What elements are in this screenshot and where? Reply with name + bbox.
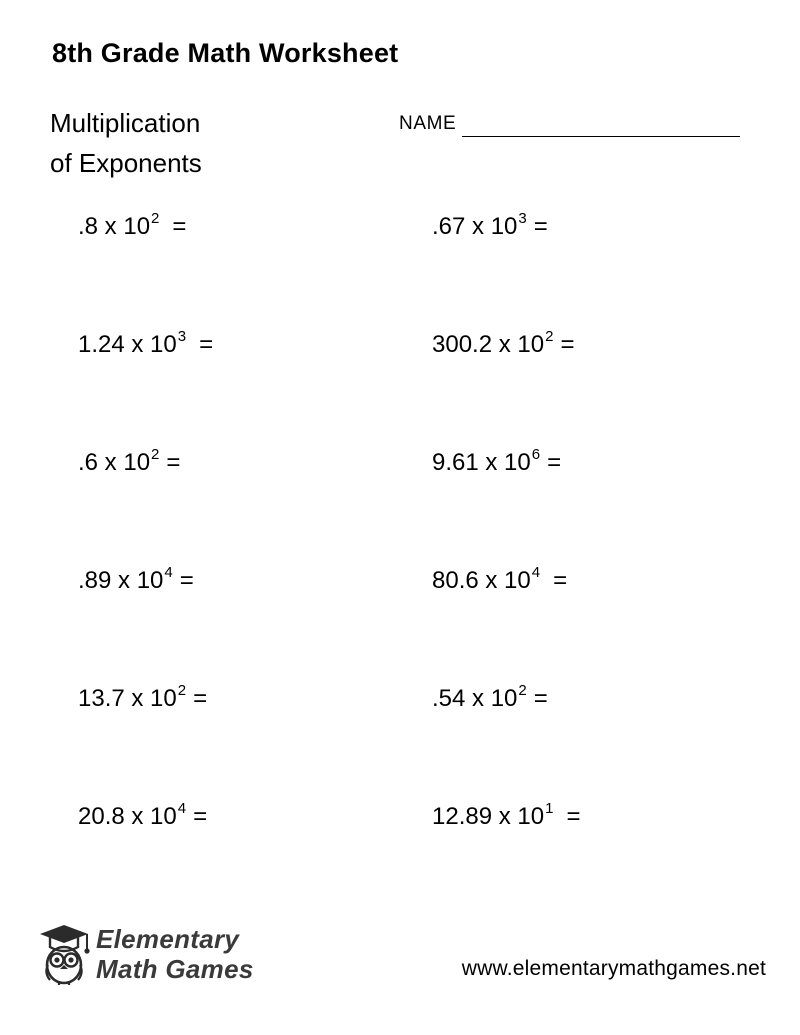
problem-row bbox=[0, 210, 800, 333]
subject-heading bbox=[50, 103, 350, 183]
problem-12-expression: 12.89 x 10 bbox=[432, 803, 545, 830]
problem-11-expression: .54 x 10 bbox=[432, 685, 518, 712]
problem-9-exponent: 6 bbox=[531, 446, 541, 463]
problem-4-exponent: 4 bbox=[164, 564, 173, 581]
subject-line-1: Multiplication bbox=[50, 108, 201, 138]
subject-line-2: of Exponents bbox=[50, 148, 202, 178]
problem-6-expression: 20.8 x 10 bbox=[78, 803, 177, 830]
name-input-line[interactable] bbox=[462, 116, 740, 137]
problem-1-equals: = bbox=[172, 213, 187, 240]
problem-5-expression: 13.7 x 10 bbox=[78, 685, 177, 712]
problem-1[interactable] bbox=[78, 210, 187, 240]
problem-11-exponent: 2 bbox=[518, 682, 527, 699]
problem-2-expression: 1.24 x 10 bbox=[78, 331, 177, 358]
problem-9-equals: = bbox=[547, 449, 562, 476]
problem-10[interactable] bbox=[432, 564, 568, 594]
problem-2-equals: = bbox=[199, 331, 214, 358]
problem-4-expression: .89 x 10 bbox=[78, 567, 164, 594]
problem-row bbox=[0, 564, 800, 687]
problem-3-exponent: 2 bbox=[151, 446, 160, 463]
name-field-group bbox=[399, 113, 740, 137]
page-footer bbox=[0, 915, 800, 1035]
problem-row bbox=[0, 446, 800, 569]
logo-line-1: Elementary bbox=[96, 924, 240, 954]
problem-6-exponent: 4 bbox=[177, 800, 187, 817]
problem-7[interactable] bbox=[432, 210, 548, 240]
problem-11-equals: = bbox=[533, 685, 548, 712]
problem-9-expression: 9.61 x 10 bbox=[432, 449, 531, 476]
problem-8[interactable] bbox=[432, 328, 575, 358]
site-url[interactable]: www.elementarymathgames.net bbox=[461, 957, 766, 980]
name-label: NAME bbox=[399, 113, 457, 134]
problem-7-equals: = bbox=[533, 213, 548, 240]
problem-12-exponent: 1 bbox=[545, 800, 554, 817]
problem-2[interactable] bbox=[78, 328, 214, 358]
problem-4-equals: = bbox=[179, 567, 194, 594]
problem-3[interactable] bbox=[78, 446, 181, 476]
logo-line-2: Math Games bbox=[96, 954, 254, 984]
logo-wordmark bbox=[96, 924, 254, 984]
problem-5-exponent: 2 bbox=[177, 682, 187, 699]
problem-12-equals: = bbox=[566, 803, 581, 830]
problem-4[interactable] bbox=[78, 564, 194, 594]
problem-row bbox=[0, 682, 800, 805]
problem-5[interactable] bbox=[78, 682, 208, 712]
problem-8-equals: = bbox=[560, 331, 575, 358]
problem-1-expression: .8 x 10 bbox=[78, 213, 151, 240]
problem-9[interactable] bbox=[432, 446, 562, 476]
problem-10-exponent: 4 bbox=[531, 564, 541, 581]
problem-10-equals: = bbox=[553, 567, 568, 594]
problem-8-expression: 300.2 x 10 bbox=[432, 331, 545, 358]
problem-3-expression: .6 x 10 bbox=[78, 449, 151, 476]
problem-grid bbox=[0, 210, 800, 923]
problem-8-exponent: 2 bbox=[545, 328, 554, 345]
problem-row bbox=[0, 328, 800, 451]
problem-7-expression: .67 x 10 bbox=[432, 213, 518, 240]
problem-12[interactable] bbox=[432, 800, 581, 830]
problem-11[interactable] bbox=[432, 682, 548, 712]
problem-7-exponent: 3 bbox=[518, 210, 527, 227]
owl-graduate-icon bbox=[38, 923, 90, 985]
problem-1-exponent: 2 bbox=[151, 210, 160, 227]
problem-2-exponent: 3 bbox=[177, 328, 187, 345]
problem-5-equals: = bbox=[193, 685, 208, 712]
problem-row bbox=[0, 800, 800, 923]
site-logo bbox=[38, 923, 254, 985]
problem-3-equals: = bbox=[166, 449, 181, 476]
problem-10-expression: 80.6 x 10 bbox=[432, 567, 531, 594]
problem-6-equals: = bbox=[193, 803, 208, 830]
problem-6[interactable] bbox=[78, 800, 208, 830]
page-title: 8th Grade Math Worksheet bbox=[52, 38, 399, 68]
